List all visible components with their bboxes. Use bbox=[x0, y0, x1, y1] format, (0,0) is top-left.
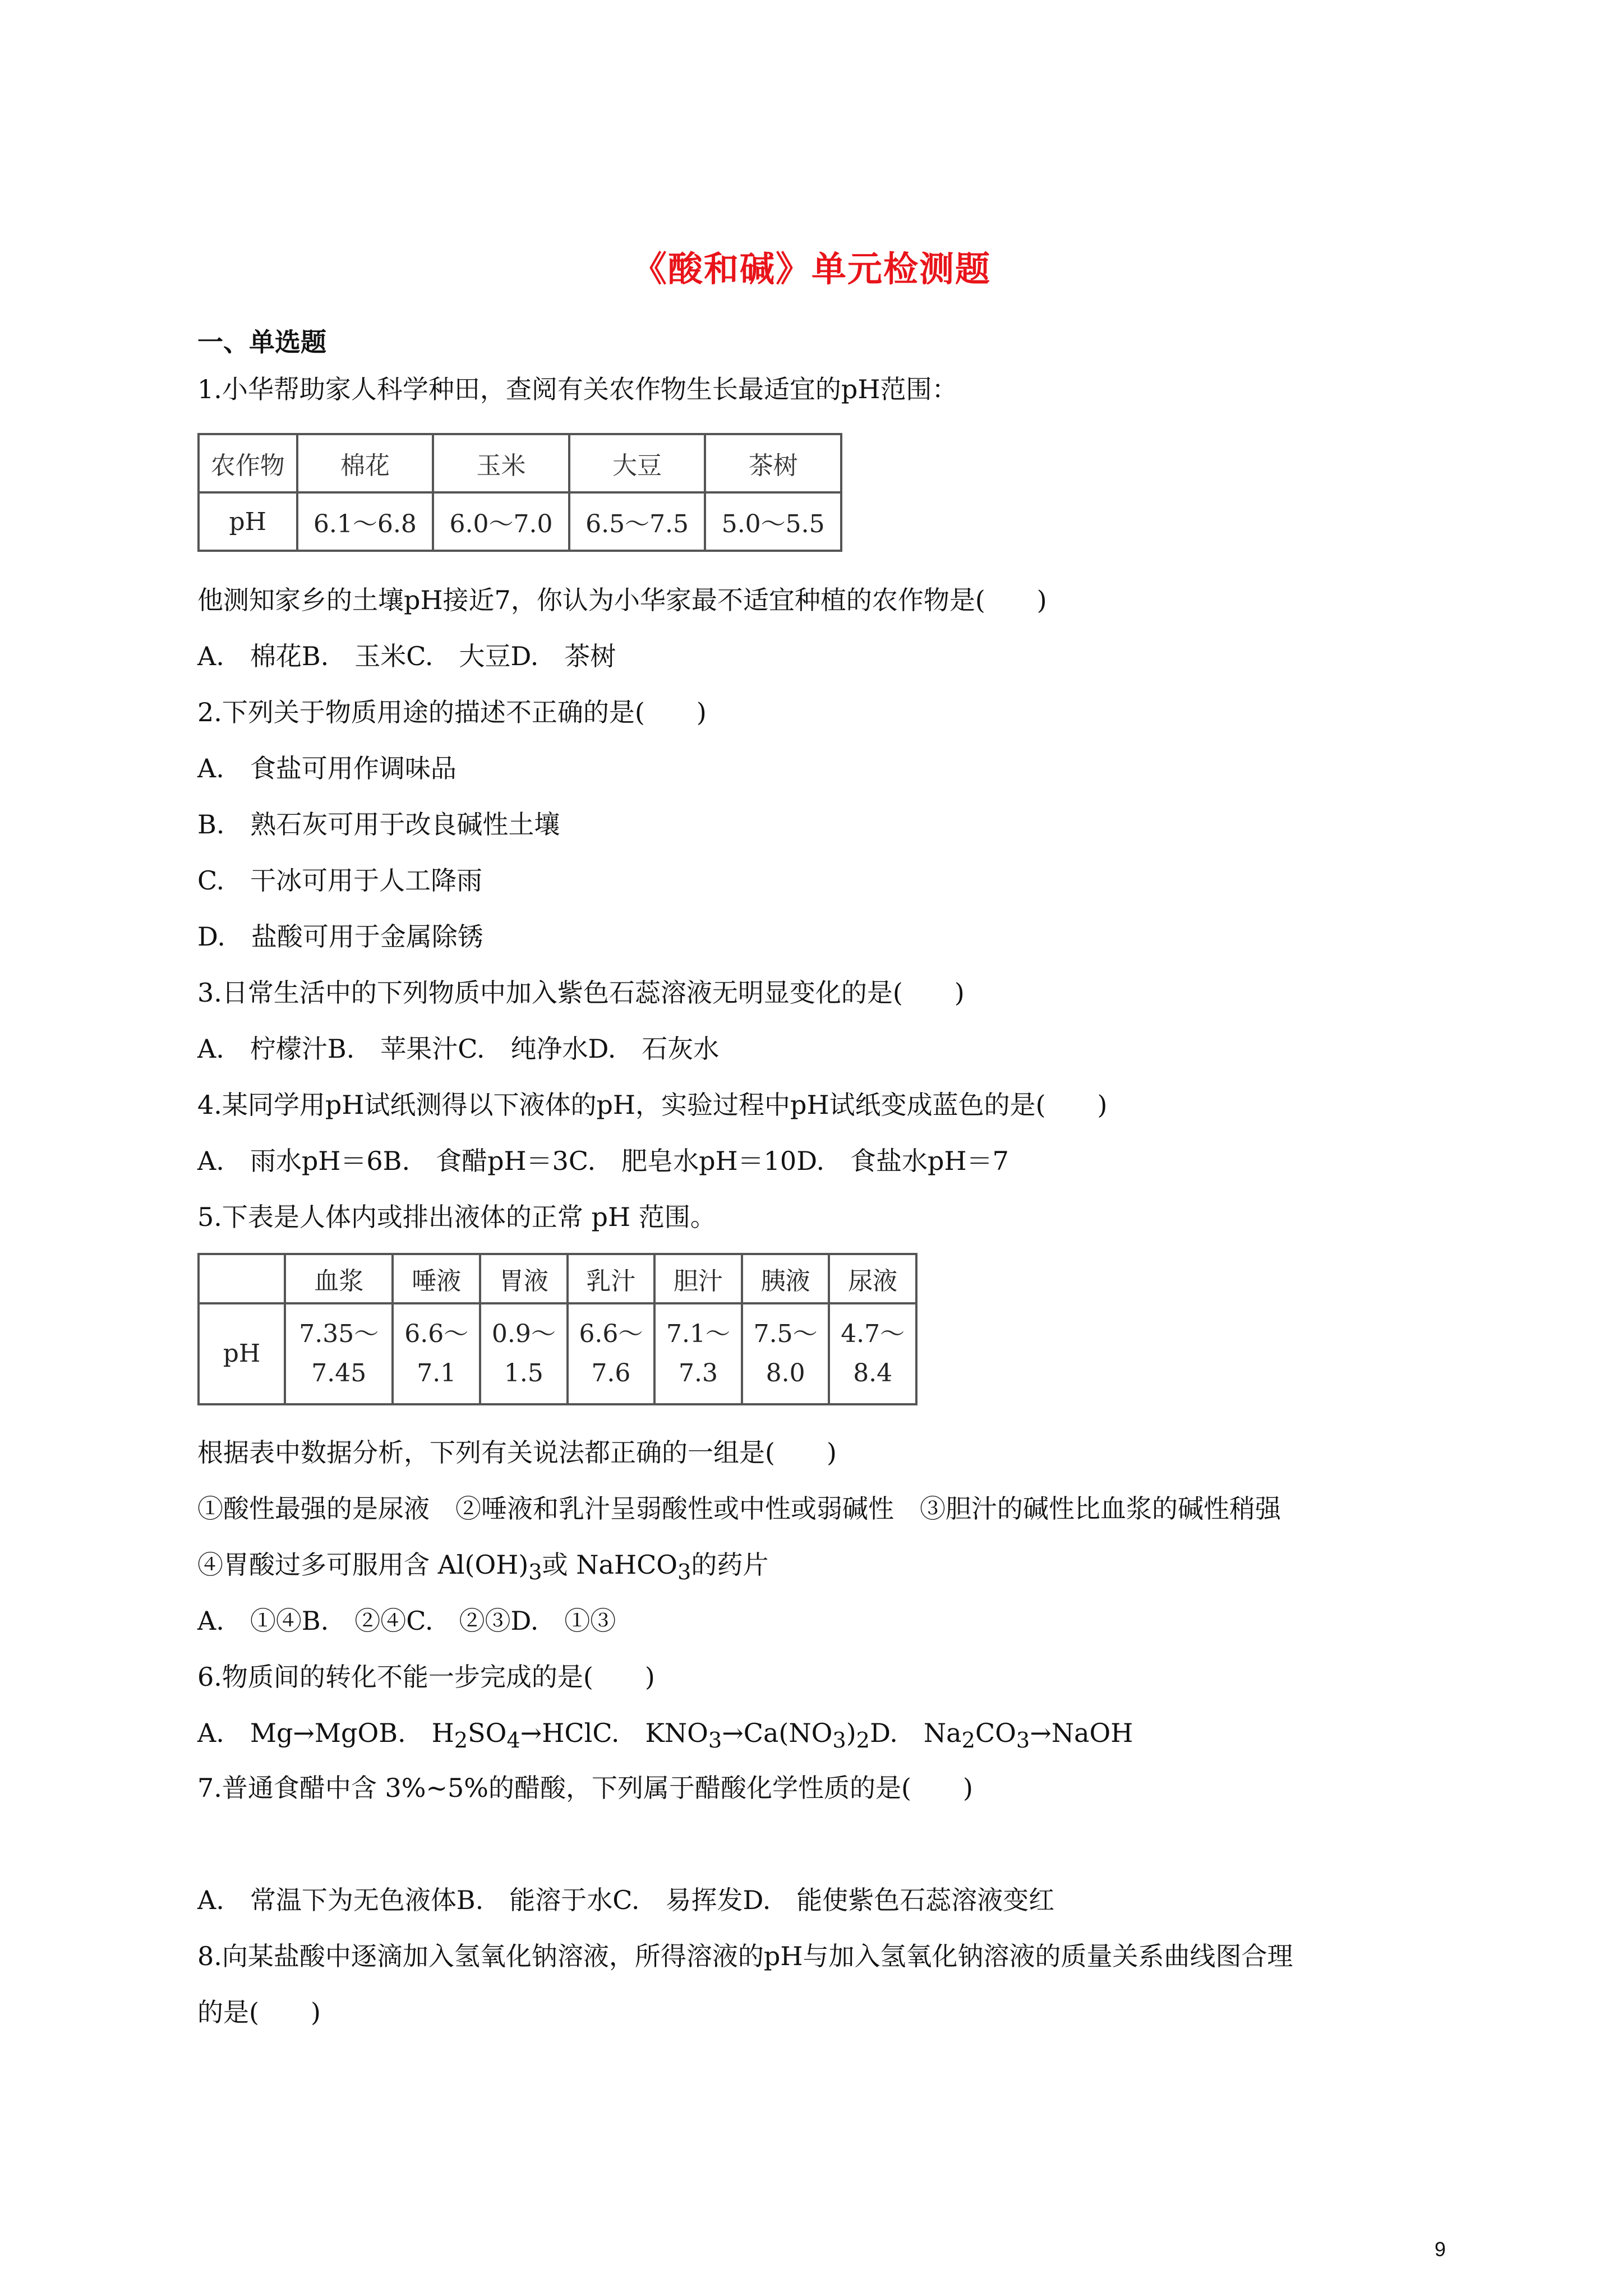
range-bottom: 7.6 bbox=[591, 1359, 631, 1387]
table-cell bbox=[285, 1303, 393, 1404]
table-cell: 唾液 bbox=[393, 1254, 480, 1303]
q2-option-b: B. 熟石灰可用于改良碱性土壤 bbox=[197, 809, 560, 840]
table-cell bbox=[568, 1303, 655, 1404]
table-cell: 尿液 bbox=[829, 1254, 916, 1303]
q1-stem: 1.小华帮助家人科学种田，查阅有关农作物生长最适宜的pH范围： bbox=[197, 374, 958, 404]
table-cell: 血浆 bbox=[285, 1254, 393, 1303]
option-d: D. $Na_2CO_3\to NaOH$ bbox=[870, 1718, 1133, 1754]
section-heading: 一、单选题 bbox=[197, 327, 326, 357]
text: 的药片 bbox=[691, 1550, 769, 1580]
table-cell: pH bbox=[199, 1303, 285, 1404]
table-cell: 6.0～7.0 bbox=[433, 492, 569, 551]
range-top: 4.7～ bbox=[841, 1320, 905, 1348]
range-bottom: 7.45 bbox=[311, 1359, 367, 1387]
table-row bbox=[199, 1303, 916, 1404]
body-fluid-ph-table bbox=[197, 1253, 917, 1405]
subscript: 3 bbox=[677, 1560, 691, 1585]
table-cell bbox=[654, 1303, 742, 1404]
table-cell bbox=[393, 1303, 480, 1404]
table-cell: 6.1～6.8 bbox=[297, 492, 434, 551]
table-cell bbox=[199, 1254, 285, 1303]
page-title: 《酸和碱》单元检测题 bbox=[631, 248, 991, 289]
range-top: 6.6～ bbox=[579, 1320, 643, 1348]
option-b: B. $H_2SO_4\to HCl$ bbox=[379, 1718, 593, 1754]
q6-stem: 6.物质间的转化不能一步完成的是( ) bbox=[197, 1662, 655, 1692]
table-cell bbox=[480, 1303, 568, 1404]
table-cell: 胰液 bbox=[742, 1254, 829, 1303]
table-cell: 6.5～7.5 bbox=[569, 492, 706, 551]
q2-option-c: C. 干冰可用于人工降雨 bbox=[197, 865, 483, 896]
q3-options: A. 柠檬汁B. 苹果汁C. 纯净水D. 石灰水 bbox=[197, 1034, 720, 1064]
q2-option-d: D. 盐酸可用于金属除锈 bbox=[197, 921, 483, 952]
range-bottom: 8.4 bbox=[853, 1359, 893, 1387]
q5-question: 根据表中数据分析，下列有关说法都正确的一组是( ) bbox=[197, 1437, 837, 1468]
table-row bbox=[199, 434, 841, 492]
table-cell: 乳汁 bbox=[568, 1254, 655, 1303]
q5-statements-1: ①酸性最强的是尿液 ②唾液和乳汁呈弱酸性或中性或弱碱性 ③胆汁的碱性比血浆的碱性稍强 bbox=[197, 1493, 1281, 1524]
range-top: 7.1～ bbox=[666, 1320, 730, 1348]
table-cell: 玉米 bbox=[433, 434, 569, 492]
option-c: C. $KNO_3\to Ca(NO_3)_2$ bbox=[592, 1718, 870, 1754]
table-cell: 农作物 bbox=[199, 434, 297, 492]
q4-stem: 4.某同学用pH试纸测得以下液体的pH，实验过程中pH试纸变成蓝色的是( ) bbox=[197, 1090, 1108, 1120]
range-bottom: 7.1 bbox=[417, 1359, 457, 1387]
text: 或 NaHCO bbox=[542, 1550, 677, 1580]
table-cell bbox=[829, 1303, 916, 1404]
q7-stem: 7.普通食醋中含 3%~5%的醋酸，下列属于醋酸化学性质的是( ) bbox=[197, 1773, 973, 1803]
q5-statements-2 bbox=[197, 1548, 768, 1589]
page-number: 9 bbox=[1434, 2238, 1446, 2261]
range-top: 0.9～ bbox=[491, 1320, 556, 1348]
range-top: 7.35～ bbox=[299, 1320, 379, 1348]
table-cell: 胆汁 bbox=[654, 1254, 742, 1303]
range-bottom: 7.3 bbox=[679, 1359, 718, 1387]
q2-option-a: A. 食盐可用作调味品 bbox=[197, 753, 457, 783]
text: ④胃酸过多可服用含 Al(OH) bbox=[197, 1550, 529, 1580]
q6-options bbox=[197, 1716, 1133, 1758]
subscript: 3 bbox=[528, 1560, 542, 1585]
q8-stem-line-1: 8.向某盐酸中逐滴加入氢氧化钠溶液，所得溶液的pH与加入氢氧化钠溶液的质量关系曲线图合理 bbox=[197, 1941, 1293, 1971]
table-cell bbox=[742, 1303, 829, 1404]
range-top: 6.6～ bbox=[404, 1320, 469, 1348]
range-bottom: 8.0 bbox=[766, 1359, 805, 1387]
table-row bbox=[199, 492, 841, 551]
table-cell: 胃液 bbox=[480, 1254, 568, 1303]
table-cell: 茶树 bbox=[705, 434, 841, 492]
range-top: 7.5～ bbox=[753, 1320, 818, 1348]
q2-stem: 2.下列关于物质用途的描述不正确的是( ) bbox=[197, 697, 707, 727]
q8-stem-line-2: 的是( ) bbox=[197, 1997, 321, 2027]
crop-ph-table bbox=[197, 433, 842, 552]
table-row bbox=[199, 1254, 916, 1303]
q1-question: 他测知家乡的土壤pH接近7，你认为小华家最不适宜种植的农作物是( ) bbox=[197, 585, 1047, 615]
q5-stem: 5.下表是人体内或排出液体的正常 pH 范围。 bbox=[197, 1202, 716, 1232]
table-cell: 5.0～5.5 bbox=[705, 492, 841, 551]
range-bottom: 1.5 bbox=[504, 1359, 543, 1387]
table-cell: 大豆 bbox=[569, 434, 706, 492]
option-a: A. Mg→MgO bbox=[197, 1718, 379, 1748]
q7-options: A. 常温下为无色液体B. 能溶于水C. 易挥发D. 能使紫色石蕊溶液变红 bbox=[197, 1885, 1055, 1915]
q3-stem: 3.日常生活中的下列物质中加入紫色石蕊溶液无明显变化的是( ) bbox=[197, 978, 965, 1008]
q5-options: A. ①④B. ②④C. ②③D. ①③ bbox=[197, 1606, 616, 1636]
q1-options: A. 棉花B. 玉米C. 大豆D. 茶树 bbox=[197, 641, 616, 671]
q4-options: A. 雨水pH＝6B. 食醋pH＝3C. 肥皂水pH＝10D. 食盐水pH＝7 bbox=[197, 1146, 1009, 1176]
table-cell: 棉花 bbox=[297, 434, 434, 492]
table-cell: pH bbox=[199, 492, 297, 551]
